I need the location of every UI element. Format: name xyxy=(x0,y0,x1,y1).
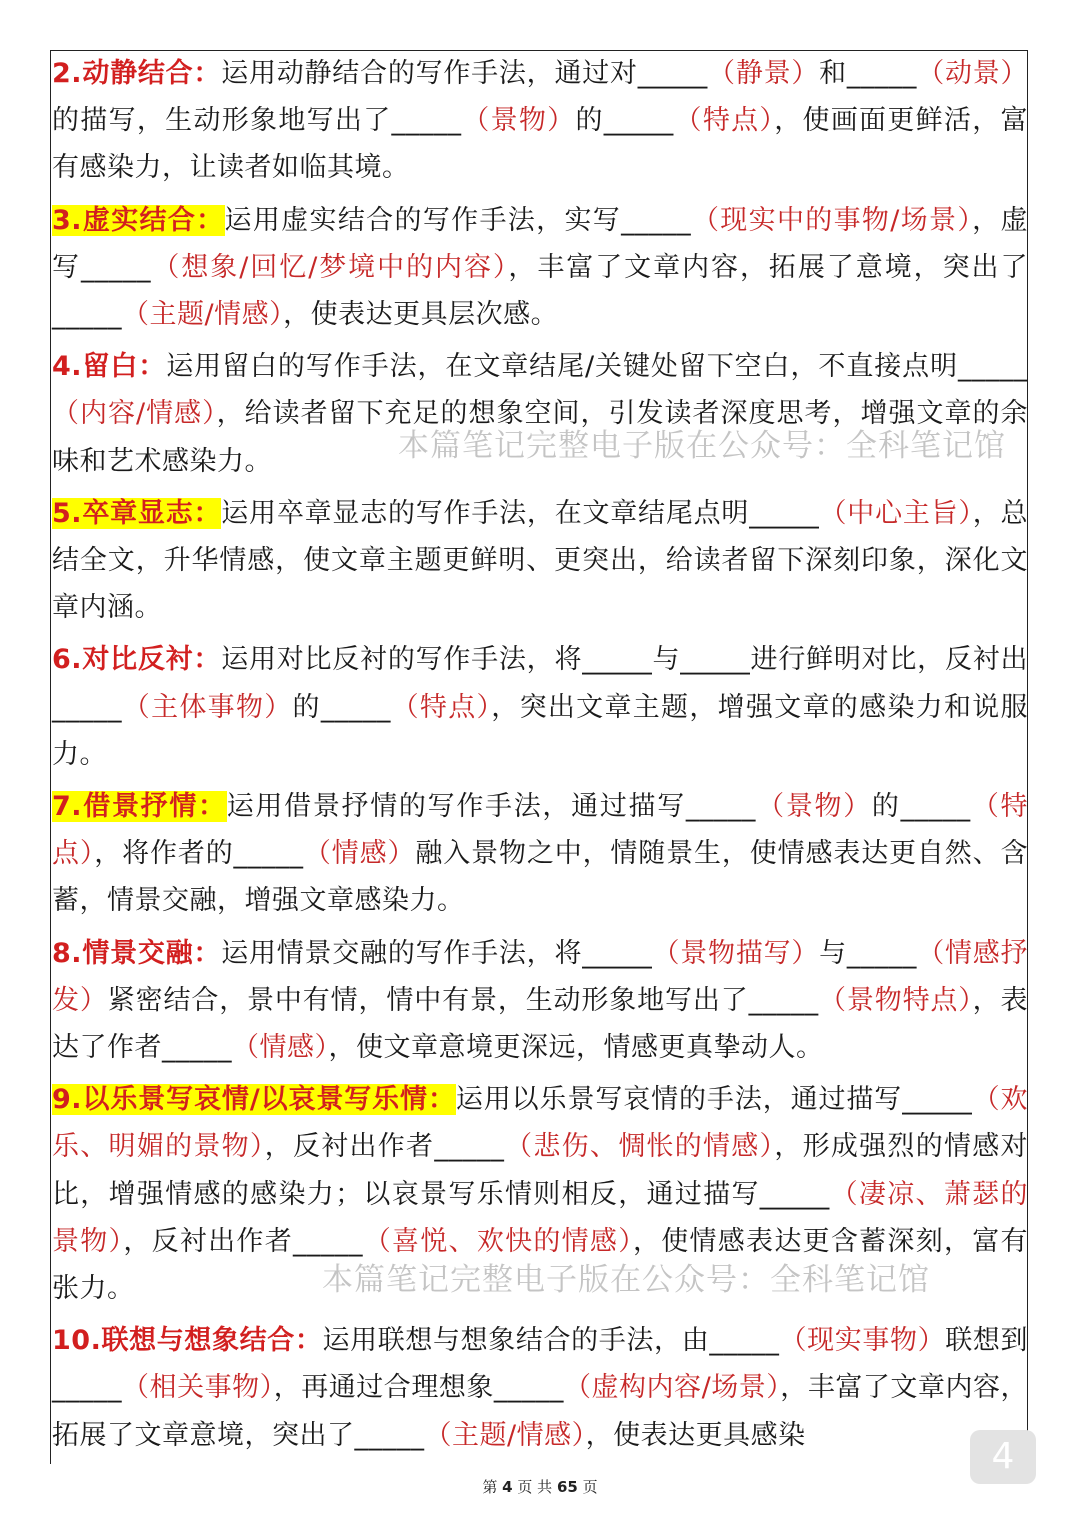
technique-heading: 6.对比反衬： xyxy=(52,644,222,676)
answer-text: （动景） xyxy=(916,58,1029,89)
answer-text: （静景） xyxy=(707,58,820,89)
body-text: ，反衬出作者_____ xyxy=(123,1225,363,1257)
answer-text: （情感） xyxy=(232,1032,329,1064)
body-text: ，形成强烈的情感对比，增强情感的感染力；以哀景写乐情则相反，通过描写_____ xyxy=(52,1131,1029,1210)
body-text: 运用卒章显志的写作手法，在文章结尾点明_____ xyxy=(221,497,820,529)
body-text: 运用联想与想象结合的手法，由_____ xyxy=(322,1325,780,1357)
technique-heading: 8.情景交融： xyxy=(52,937,222,969)
technique-paragraph xyxy=(52,636,1028,778)
footer-middle: 页 共 xyxy=(517,1478,553,1496)
body-text: 的_____ xyxy=(871,791,971,823)
body-text: ，给读者留下充足的想象空间，引发读者深度思考，增强文章的余味和艺术感染力。 xyxy=(52,398,1028,477)
body-text: ，将作者的_____ xyxy=(94,838,304,870)
footer-total-pages: 65 xyxy=(556,1478,578,1496)
body-text: ，使文章意境更深远，情感更真挚动人。 xyxy=(328,1032,824,1064)
body-text: 和_____ xyxy=(819,58,917,89)
answer-text: （内容/情感） xyxy=(52,398,217,430)
body-text: 运用情景交融的写作手法，将_____ xyxy=(221,937,653,969)
technique-paragraph xyxy=(52,930,1028,1072)
body-text: ，使情感表达更含蓄深刻，富有张力。 xyxy=(52,1225,1029,1305)
technique-heading: 9.以乐景写哀情/以哀景写乐情： xyxy=(52,1084,456,1116)
page-number-badge[interactable]: 4 xyxy=(970,1430,1036,1484)
footer-prefix: 第 xyxy=(482,1478,498,1496)
technique-paragraph xyxy=(52,1076,1028,1312)
body-text: 运用虚实结合的写作手法，实写_____ xyxy=(224,204,692,236)
technique-heading: 7.借景抒情： xyxy=(52,791,227,823)
body-text: 与_____ xyxy=(819,937,917,969)
answer-text: （现实事物） xyxy=(779,1325,946,1357)
technique-paragraph xyxy=(52,197,1028,339)
body-text: 运用动静结合的写作手法，通过对_____ xyxy=(221,58,708,89)
body-text: 运用留白的写作手法，在文章结尾/关键处留下空白，不直接点明_____ xyxy=(166,351,1028,383)
answer-text: （特点） xyxy=(390,691,492,723)
body-text: 的_____ xyxy=(575,105,674,137)
technique-heading: 2.动静结合： xyxy=(52,58,222,89)
answer-text: （主题/情感） xyxy=(122,299,284,331)
answer-text: （特点） xyxy=(673,105,775,137)
answer-text: （想象/回忆/梦境中的内容） xyxy=(150,251,509,283)
body-text: ，虚写_____ xyxy=(52,204,1029,283)
body-text: 运用对比反衬的写作手法，将_____与_____进行鲜明对比，反衬出_____ xyxy=(52,644,1029,723)
answer-text: （景物描写） xyxy=(652,937,820,969)
body-text: ，反衬出作者_____ xyxy=(264,1131,505,1163)
answer-text: （虚构内容/场景） xyxy=(563,1372,781,1404)
technique-heading: 5.卒章显志： xyxy=(52,497,222,529)
answer-text: （相关事物） xyxy=(122,1372,274,1404)
technique-heading: 4.留白： xyxy=(52,351,167,383)
technique-heading: 10.联想与想象结合： xyxy=(52,1325,323,1357)
body-text: 联想到_____ xyxy=(52,1325,1029,1404)
technique-paragraph xyxy=(52,50,1028,192)
document-body xyxy=(52,50,1028,1464)
footer-page-number: 4 xyxy=(502,1478,513,1496)
technique-paragraph xyxy=(52,490,1028,632)
answer-text: （景物） xyxy=(755,791,872,823)
technique-paragraph xyxy=(52,343,1028,485)
body-text: ，使画面更鲜活，富有感染力，让读者如临其境。 xyxy=(52,105,1029,184)
answer-text: （喜悦、欢快的情感） xyxy=(362,1225,633,1257)
body-text: 的_____ xyxy=(292,691,391,723)
body-text: 紧密结合，景中有情，情中有景，生动形象地写出了_____ xyxy=(107,984,819,1016)
answer-text: （凄凉、萧瑟的景物） xyxy=(52,1178,1028,1257)
body-text: ，表达了作者_____ xyxy=(52,984,1029,1064)
body-text: 的描写，生动形象地写出了_____ xyxy=(52,105,462,137)
body-text: ，丰富了文章内容，拓展了文章意境，突出了_____ xyxy=(52,1372,1029,1451)
answer-text: （情感抒发） xyxy=(52,937,1029,1016)
body-text: 运用借景抒情的写作手法，通过描写_____ xyxy=(226,791,756,823)
answer-text: （特点） xyxy=(52,791,1029,870)
body-text: ，使表达更具感染 xyxy=(585,1419,806,1451)
technique-paragraph xyxy=(52,1317,1028,1459)
answer-text: （主体事物） xyxy=(122,691,293,723)
watermark-text: 本篇笔记完整电子版在公众号：全科笔记馆 xyxy=(322,1262,930,1298)
body-text: ，丰富了文章内容，拓展了意境，突出了_____ xyxy=(52,251,1028,331)
answer-text: （主题/情感） xyxy=(424,1419,586,1451)
body-text: 运用以乐景写哀情的手法，通过描写_____ xyxy=(455,1084,973,1116)
body-text: ，再通过合理想象_____ xyxy=(273,1372,564,1404)
answer-text: （中心主旨） xyxy=(819,497,973,529)
page-footer xyxy=(0,1476,1080,1497)
answer-text: （现实中的事物/场景） xyxy=(691,204,973,236)
technique-paragraph xyxy=(52,783,1028,925)
answer-text: （情感） xyxy=(303,838,416,870)
body-text: ，总结全文，升华情感，使文章主题更鲜明、更突出，给读者留下深刻印象，深化文章内涵。 xyxy=(52,497,1029,624)
watermark-text: 本篇笔记完整电子版在公众号：全科笔记馆 xyxy=(398,428,1006,464)
answer-text: （景物特点） xyxy=(818,984,973,1016)
body-text: 融入景物之中，情随景生，使情感表达更自然、含蓄，情景交融，增强文章感染力。 xyxy=(52,838,1029,917)
footer-suffix: 页 xyxy=(582,1478,598,1496)
technique-heading: 3.虚实结合： xyxy=(52,204,225,236)
answer-text: （景物） xyxy=(461,105,576,137)
body-text: ，使表达更具层次感。 xyxy=(283,299,559,331)
answer-text: （欢乐、明媚的景物） xyxy=(52,1084,1029,1163)
answer-text: （悲伤、惆怅的情感） xyxy=(504,1131,775,1163)
body-text: ，突出文章主题，增强文章的感染力和说服力。 xyxy=(52,691,1029,770)
